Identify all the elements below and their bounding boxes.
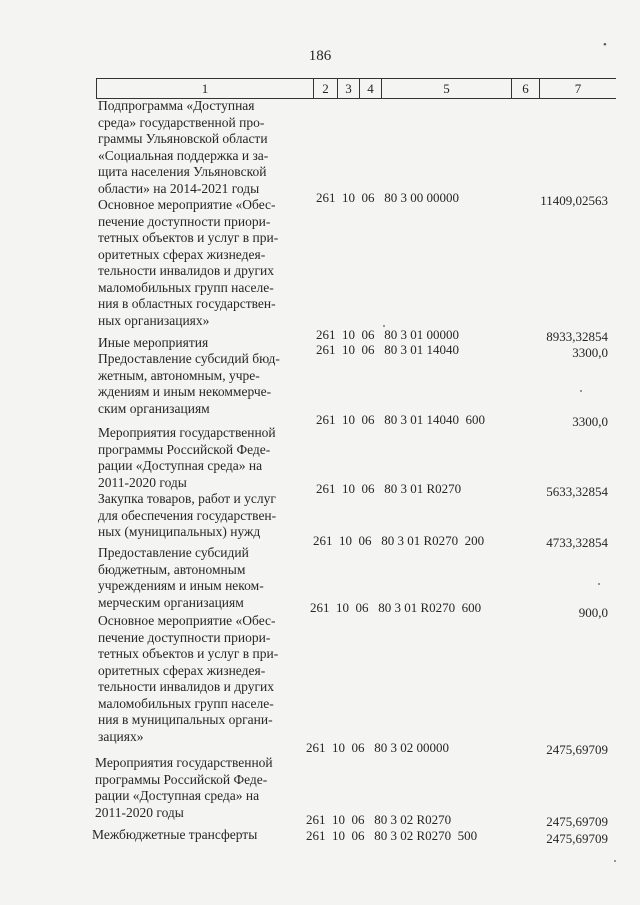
row-9-description-line: программы Российской Феде- <box>95 771 268 787</box>
row-9-amount: 2475,69709 <box>546 814 608 829</box>
row-4-description-line: Предоставление субсидий бюд- <box>98 351 280 366</box>
row-8-description-line: тельности инвалидов и других <box>98 679 274 694</box>
row-9-classification-codes: 261 10 06 80 3 02 R0270 <box>306 812 452 827</box>
row-7-description-line: учреждениям и иным неком- <box>98 578 264 593</box>
row-3-amount: 3300,0 <box>572 345 608 360</box>
row-1-description-line: области» на 2014-2021 годы <box>98 180 260 196</box>
row-8-description-line: тетных объектов и услуг в при- <box>98 646 279 661</box>
header-col-3: 3 <box>338 79 360 98</box>
row-3-description-line: Иные мероприятия <box>98 335 209 350</box>
scan-mark: • <box>603 39 607 51</box>
row-10-classification-codes: 261 10 06 80 3 02 R0270 500 <box>306 828 478 843</box>
row-2-classification-codes: 261 10 06 80 3 01 00000 <box>316 327 459 342</box>
row-7-description-line: Предоставление субсидий <box>98 545 249 560</box>
header-col-7: 7 <box>574 81 582 96</box>
row-6-description-line: для обеспечения государствен- <box>98 507 277 523</box>
row-4-description-line: жетным, автономным, учре- <box>98 367 260 383</box>
row-2-description-line: печение доступности приори- <box>98 213 271 229</box>
scan-speck <box>580 390 582 392</box>
row-1-description-line: щита населения Ульяновской <box>98 164 267 179</box>
page-number: 186 <box>308 48 332 64</box>
row-1-classification-codes: 261 10 06 80 3 00 00000 <box>316 190 459 205</box>
row-4-amount: 3300,0 <box>572 414 608 429</box>
row-8-description-line: маломобильных групп населе- <box>98 695 274 711</box>
row-10-amount: 2475,69709 <box>546 831 608 846</box>
row-3-classification-codes: 261 10 06 80 3 01 14040 <box>316 342 459 357</box>
header-col-5: 5 <box>382 79 512 98</box>
row-7-description-line: мерческим организациям <box>98 594 244 610</box>
row-5-description-line: Мероприятия государственной <box>98 425 276 440</box>
row-2-description-line: тельности инвалидов и других <box>98 263 274 278</box>
row-4-classification-codes: 261 10 06 80 3 01 14040 600 <box>316 412 485 427</box>
row-5-description-line: программы Российской Феде- <box>98 441 271 457</box>
header-col-6: 6 <box>512 79 540 98</box>
row-2-description-line: оритетных сферах жизнедея- <box>98 246 266 262</box>
row-8-classification-codes: 261 10 06 80 3 02 00000 <box>306 740 449 755</box>
header-col-1: 1 <box>97 79 314 98</box>
row-6-amount: 4733,32854 <box>546 535 608 550</box>
row-4-description-line: ждениям и иным некоммерче- <box>98 384 272 399</box>
row-10-description-line: Межбюджетные трансферты <box>92 827 258 842</box>
row-5-description-line: рации «Доступная среда» на <box>98 458 263 473</box>
row-1-description-line: «Социальная поддержка и за- <box>98 147 269 163</box>
row-5-amount: 5633,32854 <box>546 484 608 499</box>
row-6-description-line: Закупка товаров, работ и услуг <box>98 491 276 506</box>
row-2-description-line: ных организациях» <box>98 312 210 328</box>
row-1-description-line: граммы Ульяновской области <box>98 131 268 146</box>
row-2-amount: 8933,32854 <box>546 329 608 344</box>
scan-speck <box>598 583 600 585</box>
header-col-2: 2 <box>314 79 338 98</box>
row-2-description-line: Основное мероприятие «Обес- <box>98 197 276 212</box>
row-8-description-line: оритетных сферах жизнедея- <box>98 662 266 678</box>
row-5-classification-codes: 261 10 06 80 3 01 R0270 <box>316 481 462 496</box>
row-9-description-line: Мероприятия государственной <box>95 755 273 770</box>
row-8-description-line: Основное мероприятие «Обес- <box>98 613 276 628</box>
scan-speck <box>383 325 385 327</box>
row-4-description-line: ским организациям <box>98 400 210 416</box>
row-6-classification-codes: 261 10 06 80 3 01 R0270 200 <box>313 533 485 548</box>
row-1-amount: 11409,02563 <box>540 193 608 208</box>
row-2-description-line: маломобильных групп населе- <box>98 279 274 295</box>
row-1-description-line: среда» государственной про- <box>98 114 265 130</box>
table-header <box>96 78 616 99</box>
row-5-description-line: 2011-2020 годы <box>98 474 187 490</box>
scan-speck <box>614 860 616 862</box>
row-1-description-line: Подпрограмма «Доступная <box>98 98 255 113</box>
row-8-description-line: ния в муниципальных органи- <box>98 712 273 727</box>
row-7-classification-codes: 261 10 06 80 3 01 R0270 600 <box>310 600 482 615</box>
row-7-amount: 900,0 <box>578 605 608 620</box>
row-6-description-line: ных (муниципальных) нужд <box>98 524 261 539</box>
row-8-description-line: печение доступности приори- <box>98 629 271 645</box>
row-9-description-line: 2011-2020 годы <box>95 804 184 820</box>
header-col-4: 4 <box>360 79 382 98</box>
row-8-amount: 2475,69709 <box>546 742 608 757</box>
row-9-description-line: рации «Доступная среда» на <box>95 788 260 803</box>
row-2-description-line: ния в областных государствен- <box>98 296 276 311</box>
row-7-description-line: бюджетным, автономным <box>98 561 246 577</box>
row-8-description-line: зациях» <box>98 728 144 744</box>
row-2-description-line: тетных объектов и услуг в при- <box>98 230 279 245</box>
